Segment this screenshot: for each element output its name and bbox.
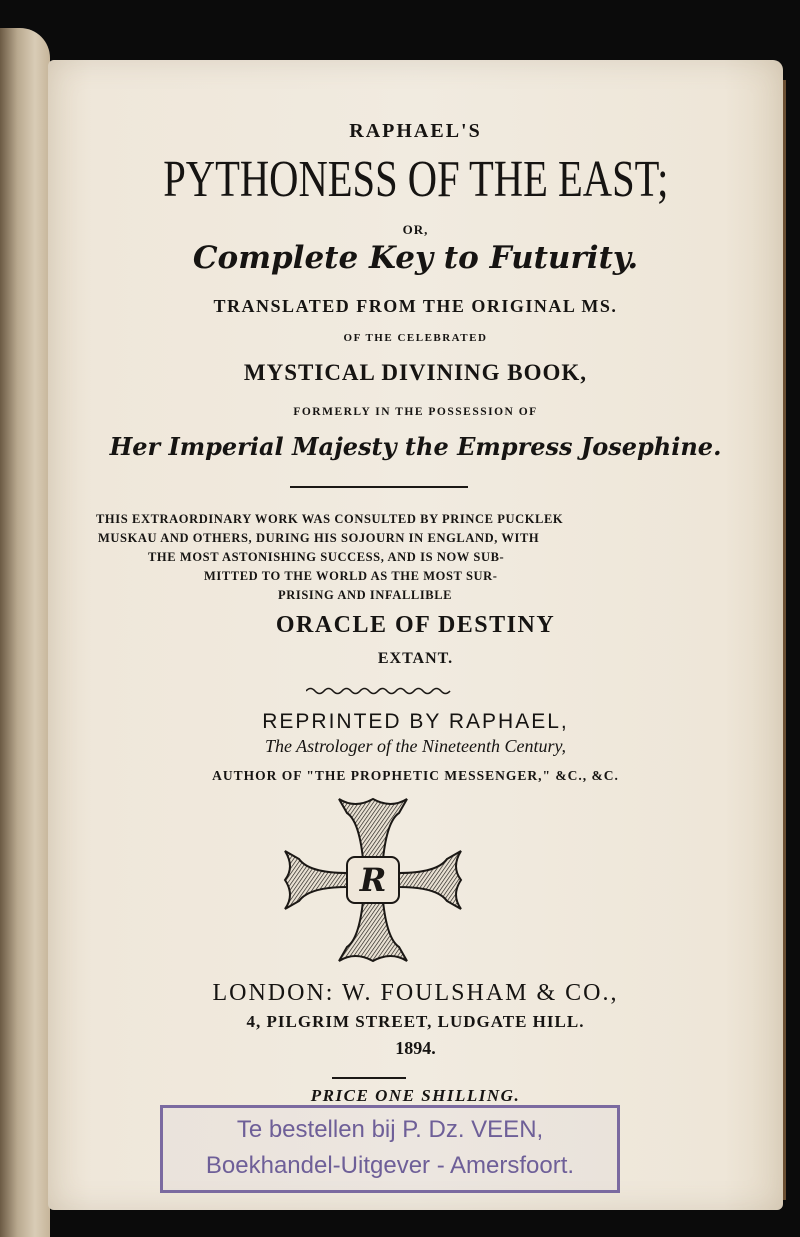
reprinted-by: REPRINTED BY RAPHAEL, — [262, 710, 569, 733]
title-page-content — [48, 60, 783, 1210]
author-of-line: AUTHOR OF "THE PROPHETIC MESSENGER," &C., &C. — [212, 768, 619, 783]
astrologer-line: The Astrologer of the Nineteenth Century, — [265, 736, 566, 756]
publication-year: 1894. — [395, 1038, 436, 1058]
description-line-3: THE MOST ASTONISHING SUCCESS, AND IS NOW SUB- — [148, 550, 505, 564]
cross-emblem-icon — [283, 795, 463, 965]
empress-line: Her Imperial Majesty the Empress Josephine. — [109, 432, 722, 461]
mystical-divining-book: MYSTICAL DIVINING BOOK, — [243, 360, 588, 385]
imprint-address: 4, PILGRIM STREET, LUDGATE HILL. — [246, 1012, 585, 1031]
divider-rule-bottom — [332, 1077, 406, 1079]
wavy-ornament — [306, 686, 452, 696]
description-line-5: PRISING AND INFALLIBLE — [278, 588, 453, 602]
main-title — [88, 150, 743, 210]
translated-line: TRANSLATED FROM THE ORIGINAL MS. — [213, 296, 618, 316]
cross-emblem — [283, 795, 463, 965]
formerly-line: FORMERLY IN THE POSSESSION OF — [293, 406, 538, 418]
of-the-celebrated: OF THE CELEBRATED — [343, 332, 488, 344]
divider-rule-top — [290, 486, 468, 488]
extant-text: EXTANT. — [377, 650, 454, 667]
stamp-line-1: Te bestellen bij P. Dz. VEEN, — [236, 1116, 544, 1143]
author-possessive: RAPHAEL'S — [349, 120, 482, 142]
description-line-1: THIS EXTRAORDINARY WORK WAS CONSULTED BY PRINCE PUCKLEK — [96, 512, 564, 526]
bookseller-stamp — [160, 1105, 620, 1193]
main-title-text: PYTHONESS OF THE EAST; — [162, 151, 669, 208]
imprint-london: LONDON: W. FOULSHAM & CO., — [212, 980, 619, 1006]
oracle-of-destiny: ORACLE OF DESTINY — [275, 612, 556, 638]
book-spine — [0, 28, 50, 1237]
emblem-monogram: R — [359, 861, 387, 899]
subtitle: Complete Key to Futurity. — [192, 240, 639, 276]
description-line-4: MITTED TO THE WORLD AS THE MOST SUR- — [204, 569, 498, 583]
stamp-line-2: Boekhandel-Uitgever - Amersfoort. — [205, 1152, 575, 1179]
description-line-2: MUSKAU AND OTHERS, DURING HIS SOJOURN IN ENGLAND, WITH — [98, 531, 540, 545]
title-page — [48, 60, 783, 1210]
or-text: OR, — [402, 222, 429, 237]
price-line: PRICE ONE SHILLING. — [310, 1086, 521, 1105]
